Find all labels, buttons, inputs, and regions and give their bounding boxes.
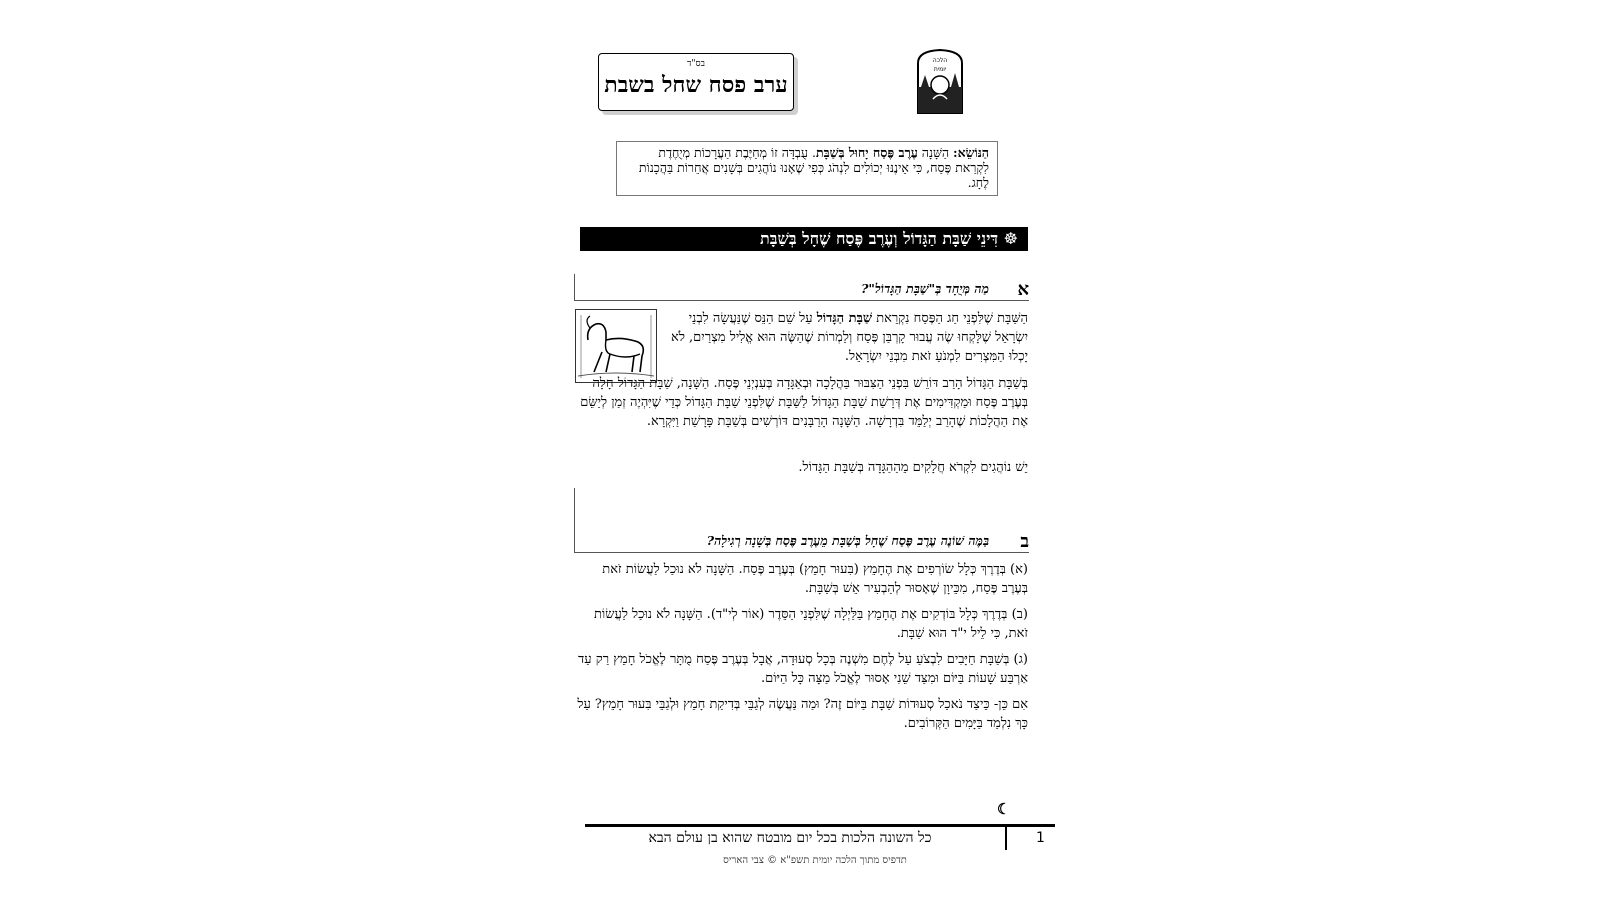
answer-b: (ב) בְּדֶרֶךְ כְּלָל בּוֹדְקִים אֶת הֶחָמֵץ בַּלַּיְלָה שֶׁלִּפְנֵי הַסֵּדֶר (אוֹר לְי"ד). הַשָּׁנָה לֹא נוּכַל לַעֲשׂוֹת זֹאת, כִּי לֵיל י"ד הוּא שַׁבָּת. bbox=[594, 607, 1028, 641]
page-title: ערב פסח שחל בשבת bbox=[604, 72, 788, 98]
p1-post: עַל שֵׁם הַנֵּס שֶׁנַּעֲשָׂה לִבְנֵי יִשְׂרָאֵל שֶׁלָּקְחוּ שֶׂה עֲבוּר קָרְבַּן פֶּסַח וְלַמְרוֹת שֶׁהַשֶּׂה הוּא אֱלִיל מִצְרַיִם, לֹא יָכְלוּ הַמִּצְרִים לִמְנֹעַ זֹאת מִבְּנֵי יִשְׂרָאֵל. bbox=[671, 311, 1028, 364]
answer-a: (א) בְּדֶרֶךְ כְּלָל שׂוֹרְפִים אֶת הֶחָמֵץ (בִּעוּר חָמֵץ) בְּעֶרֶב פֶּסַח. הַשָּׁנָה לֹא נוּכַל לַעֲשׂוֹת זֹאת בְּעֶרֶב פֶּסַח, מִכֵּיוָן שֶׁאָסוּר לְהַבְעִיר אֵשׁ בְּשַׁבָּת. bbox=[602, 562, 1028, 596]
section-bar bbox=[580, 227, 1028, 251]
page-number: 1 bbox=[1036, 830, 1045, 846]
question-1-letter: א bbox=[1017, 279, 1029, 300]
topic-text-post: . עֻבְדָּה זוֹ מְחַיֶּבֶת הַעֲרָכוֹת מְיֻחֶדֶת לִקְרַאת פֶּסַח, כִּי אֵינֶנּוּ יְכוֹלִים לִנְהֹג כְּפִי שֶׁאָנוּ נוֹהֲגִים בְּשָׁנִים אֲחֵרוֹת בַּהֲכָנוֹת לֶחָג. bbox=[638, 145, 989, 190]
question-2-heading bbox=[574, 488, 1029, 553]
topic-text-pre: הַשָּׁנָה bbox=[917, 145, 954, 160]
question-1-paragraph-2: בְּשַׁבָּת הַגָּדוֹל הָרַב דּוֹרֵשׁ בִּפְנֵי הַצִּבּוּר בַּהֲלָכָה וּבְאַגָּדָה בְּעִנְיְנֵי פֶּסַח. הַשָּׁנָה, שַׁבָּת הַגָּדוֹל חָלָה בְּעֶרֶב פֶּסַח וּמַקְדִּימִים אֶת דְּרָשַׁת שַׁבָּת הַגָּדוֹל לַשַּׁבָּת שֶׁלִּפְנֵי שַׁבָּת הַגָּדוֹל כְּדֵי שֶׁיִּהְיֶה זְמַן לְיַשֵּׂם אֶת הַהֲלָכוֹת שֶׁהָרַב יְלַמֵּד בִּדְרָשָׁה. הַשָּׁנָה הָרַבָּנִים דּוֹרְשִׁים בְּשַׁבָּת פָּרָשַׁת וַיִּקְרָא. bbox=[580, 376, 1028, 429]
lamb-illustration bbox=[575, 309, 657, 383]
halacha-logo bbox=[915, 47, 965, 115]
footer-motto: כל השונה הלכות בכל יום מובטח שהוא בן עולם הבא bbox=[648, 830, 932, 846]
question-2-letter: ב bbox=[1020, 531, 1029, 552]
logo-text-bottom: יומית bbox=[933, 66, 947, 73]
p1-pre: הַשַּׁבָּת שֶׁלִּפְנֵי חַג הַפֶּסַח נִקְרֵאת bbox=[872, 311, 1028, 326]
section-bar-title: דִּינֵי שַׁבָּת הַגָּדוֹל וְעֶרֶב פֶּסַח שֶׁחָל בְּשַׁבָּת bbox=[760, 229, 999, 248]
question-1-paragraph-3: יֵשׁ נוֹהֲגִים לִקְרֹא חֲלָקִים מֵהַהַגָּדָה בְּשַׁבָּת הַגָּדוֹל. bbox=[798, 460, 1028, 475]
answer-c: (ג) בְּשַׁבָּת חַיָּבִים לִבְצֹעַ עַל לֶחֶם מִשְׁנֶה בְּכָל סְעוּדָה, אֲבָל בְּעֶרֶב פֶּסַח מֻתָּר לֶאֱכֹל חָמֵץ רַק עַד אַרְבַּע שָׁעוֹת בַּיּוֹם וּמִצַּד שֵׁנִי אָסוּר לֶאֱכֹל מַצָּה כָּל הַיּוֹם. bbox=[578, 652, 1028, 686]
logo-text-top: הלכה bbox=[932, 57, 948, 64]
wheel-icon: ☸ bbox=[1003, 229, 1018, 248]
footer-credit: תדפיס מתוך הלכה יומית תשפ"א © צבי האריס bbox=[723, 855, 907, 866]
topic-box bbox=[616, 141, 998, 196]
question-2-text: בַּמֶּה שׁוֹנֶה עֶרֶב פֶּסַח שֶׁחָל בְּשַׁבָּת מֵעֶרֶב פֶּסַח בְּשָׁנָה רְגִילָה? bbox=[706, 533, 989, 548]
footer-rule bbox=[585, 824, 1055, 827]
question-1-paragraph-1 bbox=[660, 309, 1028, 366]
bsd-label: בס"ד bbox=[687, 59, 705, 69]
title-box bbox=[598, 53, 794, 111]
question-1-text: מַה מְּיֻחָד בְּ"שַׁבָּת הַגָּדוֹל"? bbox=[861, 281, 989, 296]
footer-divider bbox=[1005, 824, 1007, 850]
topic-label: הַנּוֹשֵׂא: bbox=[953, 145, 989, 160]
question-1-heading bbox=[574, 274, 1029, 301]
topic-text-bold: עֶרֶב פֶּסַח יָחוּל בְּשַׁבָּת bbox=[815, 145, 918, 160]
p1-bold: שַׁבָּת הַגָּדוֹל bbox=[816, 311, 873, 326]
moon-icon: ☾ bbox=[997, 800, 1011, 818]
answer-d: אִם כֵּן- כֵּיצַד נֹאכַל סְעוּדוֹת שַׁבָּת בַּיּוֹם זֶה? וּמַה נַּעֲשֶׂה לְגַבֵּי בְּדִיקַת חָמֵץ וּלְגַבֵּי בִּעוּר חָמֵץ? עַל כָּךְ נִלְמַד בַּיָּמִים הַקְּרוֹבִים. bbox=[577, 697, 1028, 731]
